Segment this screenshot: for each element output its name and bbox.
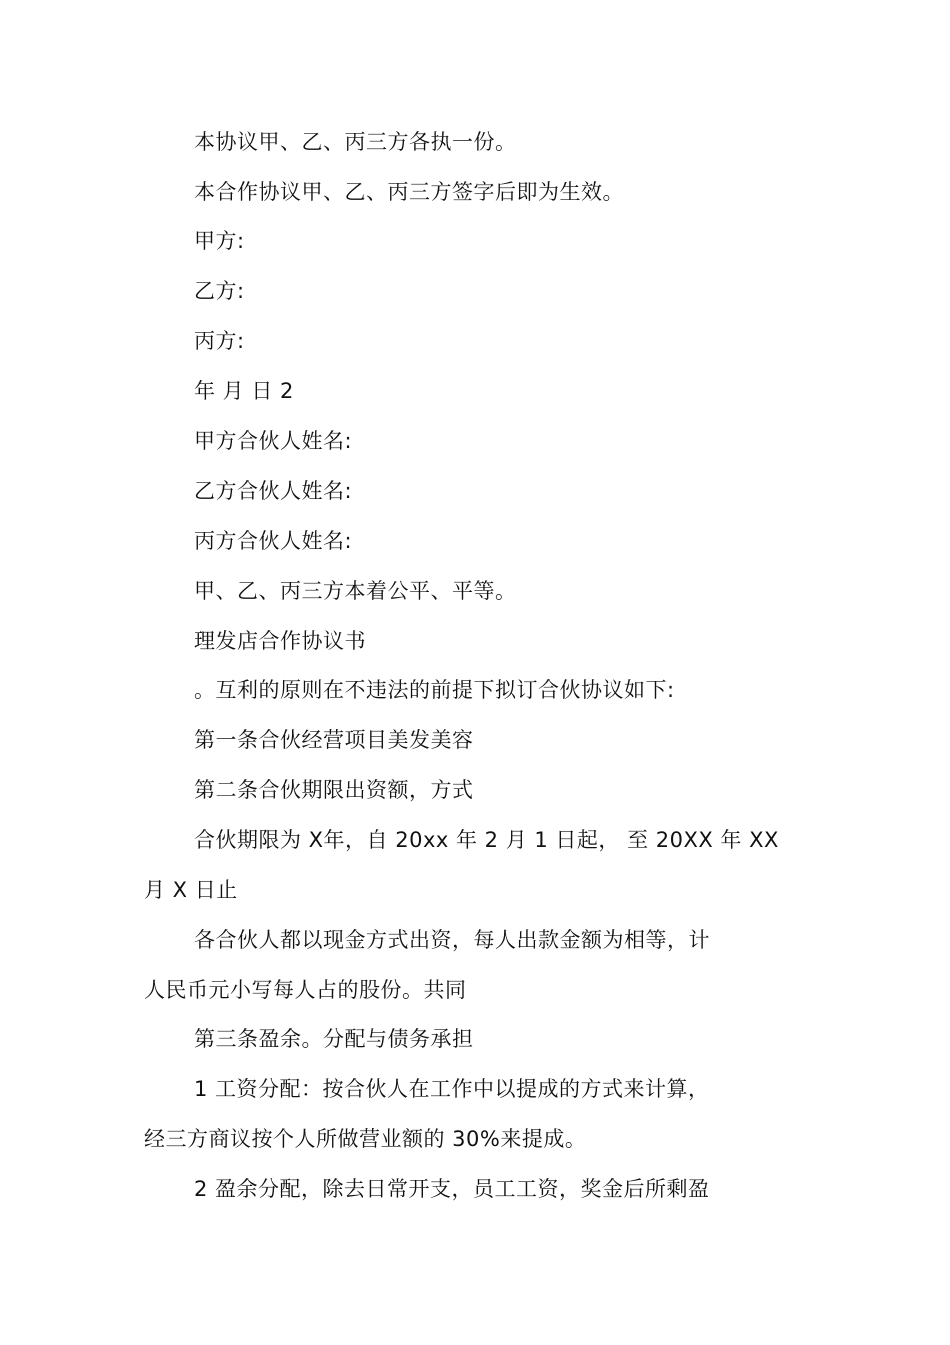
wage-paragraph-line-2: 经三方商议按个人所做营业额的 30%来提成。: [144, 1127, 587, 1151]
article-3-heading: 第三条盈余。分配与债务承担: [194, 1027, 474, 1051]
partner-c-name: 丙方合伙人姓名:: [194, 529, 353, 553]
surplus-paragraph-line-1: 2 盈余分配，除去日常开支，员工工资，奖金后所剩盈: [194, 1177, 710, 1201]
text-line-copies: 本协议甲、乙、丙三方各执一份。: [194, 130, 517, 154]
contribution-paragraph-line-2: 人民币元小写每人占的股份。共同: [144, 978, 467, 1002]
signature-party-c: 丙方:: [194, 329, 245, 353]
term-paragraph-line-2: 月 X 日止: [144, 878, 238, 902]
article-2-heading: 第二条合伙期限出资额，方式: [194, 778, 474, 802]
document-title: 理发店合作协议书: [194, 629, 366, 653]
text-line-effective: 本合作协议甲、乙、丙三方签字后即为生效。: [194, 180, 624, 204]
wage-paragraph-line-1: 1 工资分配：按合伙人在工作中以提成的方式来计算，: [194, 1077, 710, 1101]
article-1-heading: 第一条合伙经营项目美发美容: [194, 728, 474, 752]
contribution-paragraph-line-1: 各合伙人都以现金方式出资，每人出款金额为相等，计: [194, 928, 710, 952]
date-line: 年 月 日 2: [194, 379, 294, 403]
partner-a-name: 甲方合伙人姓名:: [194, 429, 353, 453]
text-line-principle: 甲、乙、丙三方本着公平、平等。: [194, 579, 517, 603]
signature-party-b: 乙方:: [194, 279, 245, 303]
partner-b-name: 乙方合伙人姓名:: [194, 479, 353, 503]
signature-party-a: 甲方:: [194, 229, 245, 253]
term-paragraph-line-1: 合伙期限为 X年，自 20xx 年 2 月 1 日起， 至 20XX 年 XX: [194, 828, 779, 852]
text-line-preamble: 。互利的原则在不违法的前提下拟订合伙协议如下:: [194, 678, 675, 702]
